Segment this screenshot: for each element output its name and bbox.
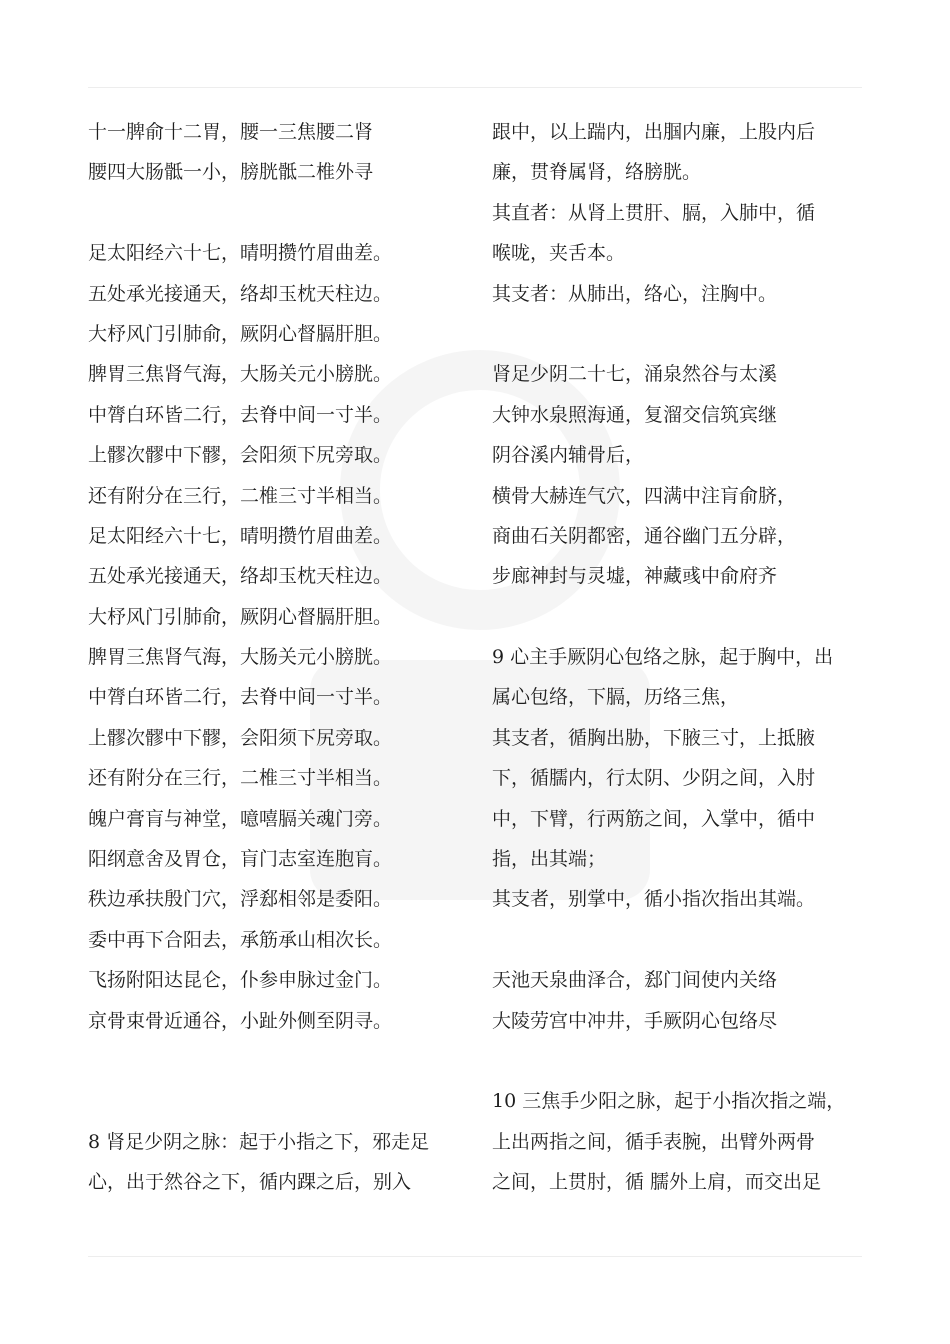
- text-line: 大陵劳宫中冲井，手厥阴心包络尽: [492, 1009, 778, 1032]
- text-line: 大钟水泉照海通，复溜交信筑宾继: [492, 403, 778, 426]
- text-line: 还有附分在三行，二椎三寸半相当。: [88, 767, 393, 790]
- text-line: 上髎次髎中下髎，会阳须下尻旁取。: [88, 726, 393, 749]
- text-line: 步廊神封与灵墟，神藏彧中俞府齐: [492, 565, 778, 588]
- text-line: 大杼风门引肺俞，厥阴心督膈肝胆。: [88, 605, 393, 628]
- text-line: 腰四大肠骶一小，膀胱骶二椎外寻: [88, 161, 374, 184]
- text-line: [492, 1041, 872, 1081]
- text-line: 足太阳经六十七，晴明攒竹眉曲差。: [88, 242, 393, 265]
- text-line: 8 肾足少阴之脉：起于小指之下，邪走足: [88, 1130, 430, 1153]
- text-line: 秩边承扶殷门穴，浮郄相邻是委阳。: [88, 888, 393, 911]
- text-line: 五处承光接通天，络却玉枕天柱边。: [88, 282, 393, 305]
- text-line: [88, 1041, 470, 1081]
- text-line: 商曲石关阴都密，通谷幽门五分辟，: [492, 524, 797, 547]
- text-line: 下，循臑内，行太阴、少阴之间，入肘: [492, 767, 816, 790]
- text-line: 上出两指之间，循手表腕，出臂外两骨: [492, 1130, 816, 1153]
- text-line: 十一脾俞十二胃，腰一三焦腰二肾: [88, 121, 374, 143]
- text-line: 属心包络，下膈，历络三焦，: [492, 686, 740, 709]
- text-line: [492, 920, 872, 960]
- text-line: 其直者：从肾上贯肝、膈，入肺中，循: [492, 201, 816, 224]
- text-line: 喉咙，夹舌本。: [492, 242, 626, 265]
- text-line: [492, 597, 872, 637]
- text-line: 还有附分在三行，二椎三寸半相当。: [88, 484, 393, 507]
- text-line: [492, 314, 872, 354]
- text-line: 飞扬附阳达昆仑，仆参申脉过金门。: [88, 969, 393, 992]
- text-line: 心，出于然谷之下，循内踝之后，别入: [88, 1171, 412, 1194]
- text-line: 阳纲意舍及胃仓，肓门志室连胞肓。: [88, 848, 393, 871]
- right-column: [492, 112, 872, 1203]
- text-line: 天池天泉曲泽合，郄门间使内关络: [492, 969, 778, 992]
- text-line: 足太阳经六十七，晴明攒竹眉曲差。: [88, 524, 393, 547]
- text-line: 五处承光接通天，络却玉枕天柱边。: [88, 565, 393, 588]
- text-line: 其支者：从肺出，络心，注胸中。: [492, 282, 778, 305]
- text-line: 京骨束骨近通谷，小趾外侧至阴寻。: [88, 1009, 393, 1032]
- bottom-divider: [88, 1256, 862, 1257]
- text-line: 阴谷溪内辅骨后，: [492, 444, 645, 467]
- text-line: 10 三焦手少阳之脉，起于小指次指之端，: [492, 1090, 846, 1113]
- text-line: 指，出其端；: [492, 848, 607, 871]
- text-line: 廉，贯脊属肾，络膀胱。: [492, 161, 702, 184]
- text-line: [88, 193, 470, 233]
- text-line: 9 心主手厥阴心包络之脉，起于胸中，出: [492, 646, 834, 669]
- text-line: 横骨大赫连气穴，四满中注肓俞脐，: [492, 484, 797, 507]
- text-line: 肾足少阴二十七，涌泉然谷与太溪: [492, 363, 778, 386]
- text-line: 之间，上贯肘，循 臑外上肩，而交出足: [492, 1171, 822, 1194]
- text-line: 脾胃三焦肾气海，大肠关元小膀胱。: [88, 646, 393, 669]
- text-line: 中膂白环皆二行，去脊中间一寸半。: [88, 686, 393, 709]
- text-line: 魄户膏肓与神堂，噫嘻膈关魂门旁。: [88, 807, 393, 830]
- text-line: 上髎次髎中下髎，会阳须下尻旁取。: [88, 444, 393, 467]
- text-line: 大杼风门引肺俞，厥阴心督膈肝胆。: [88, 322, 393, 345]
- text-line: 其支者，别掌中，循小指次指出其端。: [492, 888, 816, 911]
- text-line: 中，下臂，行两筋之间，入掌中，循中: [492, 807, 816, 830]
- text-line: 中膂白环皆二行，去脊中间一寸半。: [88, 403, 393, 426]
- text-line: 委中再下合阳去，承筋承山相次长。: [88, 928, 393, 951]
- top-divider: [88, 87, 862, 88]
- left-column: [88, 112, 470, 1203]
- text-line: [88, 1081, 470, 1121]
- text-line: 其支者，循胸出胁，下腋三寸，上抵腋: [492, 726, 816, 749]
- text-line: 脾胃三焦肾气海，大肠关元小膀胱。: [88, 363, 393, 386]
- text-line: 跟中，以上踹内，出腘内廉，上股内后: [492, 121, 816, 143]
